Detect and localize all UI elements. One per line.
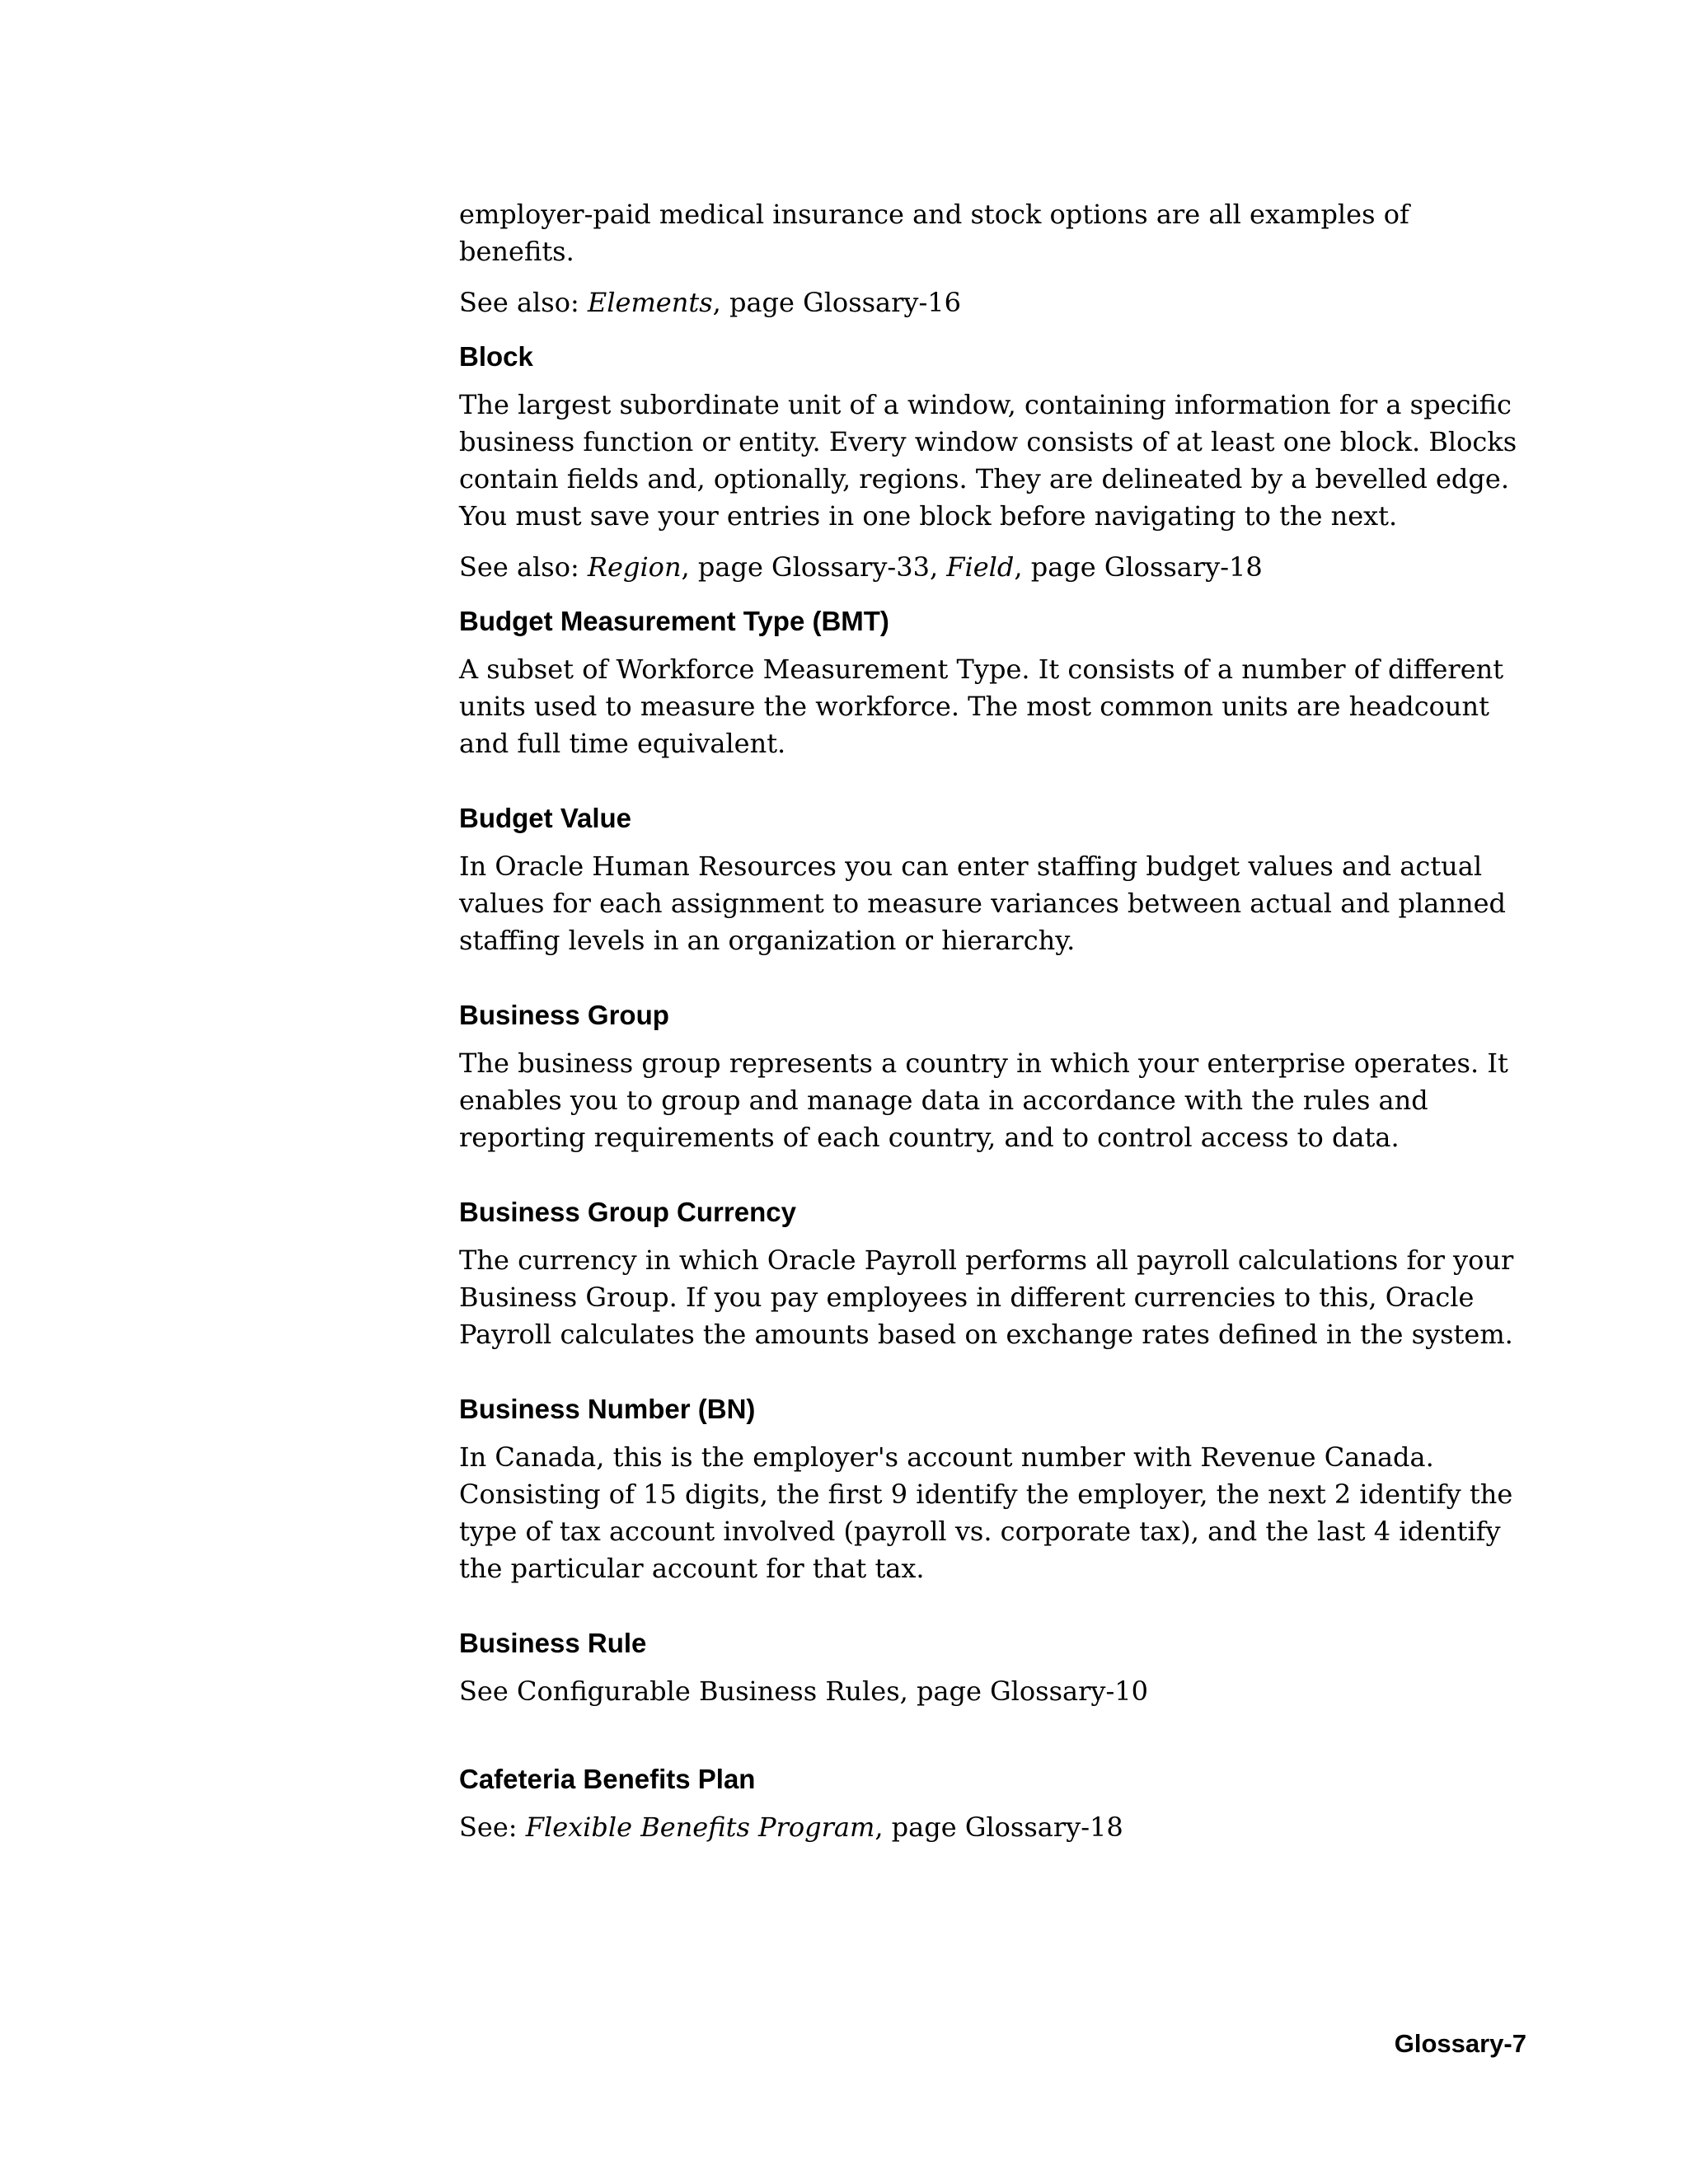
term-definition: The largest subordinate unit of a window, containing information for a specific business function or entity. Every window consists of at least one block. Blocks contain fields and, optionally, regions. They are delineated by a bevelled edge. You must save your entries in one block before navigating to the next. [459,389,1517,532]
see-also-link-region[interactable]: Region [587,551,682,583]
glossary-entry-business-rule [459,1627,1531,1710]
term-heading: Block [459,341,533,372]
see-also-page: , page Glossary-33, [681,551,947,583]
glossary-entry-business-group [459,999,1531,1156]
term-heading: Business Number (BN) [459,1394,756,1424]
term-heading: Business Group Currency [459,1197,796,1227]
term-see [459,1809,1531,1846]
term-definition: In Oracle Human Resources you can enter staffing budget values and actual values for each assignment to measure variances between actual and planned staffing levels in an organization or hierarchy. [459,851,1506,956]
intro-text: employer-paid medical insurance and stock options are all examples of benefits. [459,199,1409,267]
glossary-content [459,196,1531,1846]
see-also-page: , page Glossary-16 [712,287,962,318]
glossary-entry-block [459,340,1531,586]
see-page: , page Glossary-18 [874,1811,1123,1843]
term-heading: Cafeteria Benefits Plan [459,1764,756,1794]
glossary-entry-business-group-currency [459,1196,1531,1353]
glossary-entry-budget-value [459,802,1531,959]
page-footer-label: Glossary-7 [1394,2029,1526,2058]
see-also-prefix: See also: [459,551,588,583]
see-also-link-elements[interactable]: Elements [587,287,713,318]
term-definition: See Configurable Business Rules, page Glossary-10 [459,1675,1148,1707]
glossary-entry-cafeteria-benefits-plan [459,1763,1531,1846]
term-definition: The business group represents a country in which your enterprise operates. It enables you to group and manage data in accordance with the rules and reporting requirements of each country, and to control access to data. [459,1047,1508,1153]
see-prefix: See: [459,1811,526,1843]
see-also-link-field[interactable]: Field [946,551,1015,583]
term-heading: Business Group [459,1000,669,1030]
term-heading: Budget Value [459,803,632,833]
term-definition: The currency in which Oracle Payroll performs all payroll calculations for your Business Group. If you pay employees in different currencies to this, Oracle Payroll calculates the amounts based on exchange rates defined in the system. [459,1244,1514,1350]
glossary-entry-business-number [459,1393,1531,1587]
term-definition: In Canada, this is the employer's account number with Revenue Canada. Consisting of 15 digits, the first 9 identify the employer, the next 2 identify the type of tax account involved (payroll vs. corporate tax), and the last 4 identify the particular account for that tax. [459,1441,1513,1584]
see-also-page: , page Glossary-18 [1014,551,1263,583]
term-heading: Budget Measurement Type (BMT) [459,606,889,636]
see-link-flexible-benefits-program[interactable]: Flexible Benefits Program [525,1811,875,1843]
glossary-entry-bmt [459,605,1531,762]
see-also-prefix: See also: [459,287,588,318]
term-see-also [459,549,1531,586]
intro-see-also [459,284,1531,321]
term-definition: A subset of Workforce Measurement Type. It consists of a number of different units used to measure the workforce. The most common units are headcount and full time equivalent. [459,654,1504,759]
term-heading: Business Rule [459,1628,647,1658]
